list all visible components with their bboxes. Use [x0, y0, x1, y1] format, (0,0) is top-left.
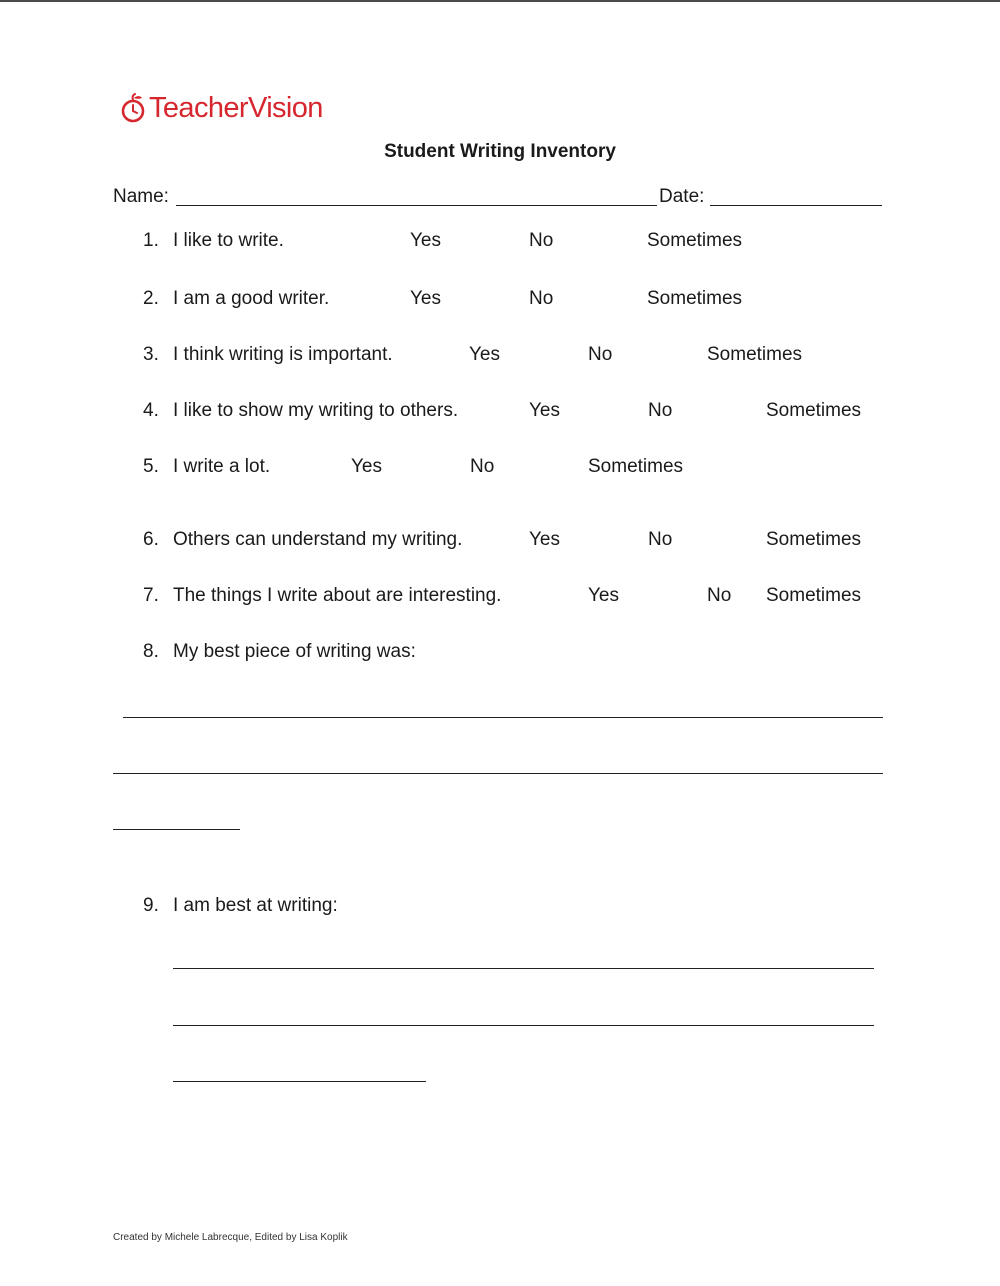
question-number: 7.: [143, 585, 159, 606]
question-text: Others can understand my writing.: [173, 529, 463, 550]
question-number: 3.: [143, 344, 159, 365]
q2-yes-option[interactable]: Yes: [410, 288, 441, 309]
q1-no-option[interactable]: No: [529, 230, 554, 251]
date-field[interactable]: [710, 205, 882, 206]
q1-sometimes-option[interactable]: Sometimes: [647, 230, 743, 251]
page-title: Student Writing Inventory: [384, 141, 616, 162]
q2-no-option[interactable]: No: [529, 288, 554, 309]
q9-answer-line-2[interactable]: [173, 1025, 874, 1026]
question-number: 9.: [143, 895, 159, 916]
q4-no-option[interactable]: No: [648, 400, 673, 421]
q5-sometimes-option[interactable]: Sometimes: [588, 456, 684, 477]
page-top-border: [0, 0, 1000, 2]
question-text: The things I write about are interesting.: [173, 585, 502, 606]
question-text: I like to write.: [173, 230, 284, 251]
footer-credit: Created by Michele Labrecque, Edited by Lisa Koplik: [113, 1232, 348, 1243]
q9-answer-line-1[interactable]: [173, 968, 874, 969]
question-text: I am best at writing:: [173, 895, 338, 916]
question-number: 8.: [143, 641, 159, 662]
brand-name: TeacherVision: [149, 91, 323, 124]
date-label: Date:: [659, 186, 705, 207]
question-text: I am a good writer.: [173, 288, 330, 309]
question-number: 5.: [143, 456, 159, 477]
question-text: I write a lot.: [173, 456, 271, 477]
question-text: My best piece of writing was:: [173, 641, 416, 662]
name-field[interactable]: [176, 205, 657, 206]
q6-sometimes-option[interactable]: Sometimes: [766, 529, 862, 550]
question-number: 6.: [143, 529, 159, 550]
q6-no-option[interactable]: No: [648, 529, 673, 550]
q6-yes-option[interactable]: Yes: [529, 529, 560, 550]
question-number: 4.: [143, 400, 159, 421]
question-text: I like to show my writing to others.: [173, 400, 459, 421]
q8-answer-line-3[interactable]: [113, 829, 240, 830]
apple-icon: [120, 93, 146, 123]
q9-answer-line-3[interactable]: [173, 1081, 426, 1082]
teachervision-logo: [120, 88, 323, 128]
q2-sometimes-option[interactable]: Sometimes: [647, 288, 743, 309]
q3-yes-option[interactable]: Yes: [469, 344, 500, 365]
q5-no-option[interactable]: No: [470, 456, 495, 477]
q7-sometimes-option[interactable]: Sometimes: [766, 585, 862, 606]
question-number: 2.: [143, 288, 159, 309]
q3-sometimes-option[interactable]: Sometimes: [707, 344, 803, 365]
q1-yes-option[interactable]: Yes: [410, 230, 441, 251]
q4-sometimes-option[interactable]: Sometimes: [766, 400, 862, 421]
name-label: Name:: [113, 186, 169, 207]
question-number: 1.: [143, 230, 159, 251]
q8-answer-line-1[interactable]: [123, 717, 883, 718]
q7-yes-option[interactable]: Yes: [588, 585, 619, 606]
q8-answer-line-2[interactable]: [113, 773, 883, 774]
q7-no-option[interactable]: No: [707, 585, 732, 606]
q5-yes-option[interactable]: Yes: [351, 456, 382, 477]
q4-yes-option[interactable]: Yes: [529, 400, 560, 421]
question-text: I think writing is important.: [173, 344, 393, 365]
q3-no-option[interactable]: No: [588, 344, 613, 365]
